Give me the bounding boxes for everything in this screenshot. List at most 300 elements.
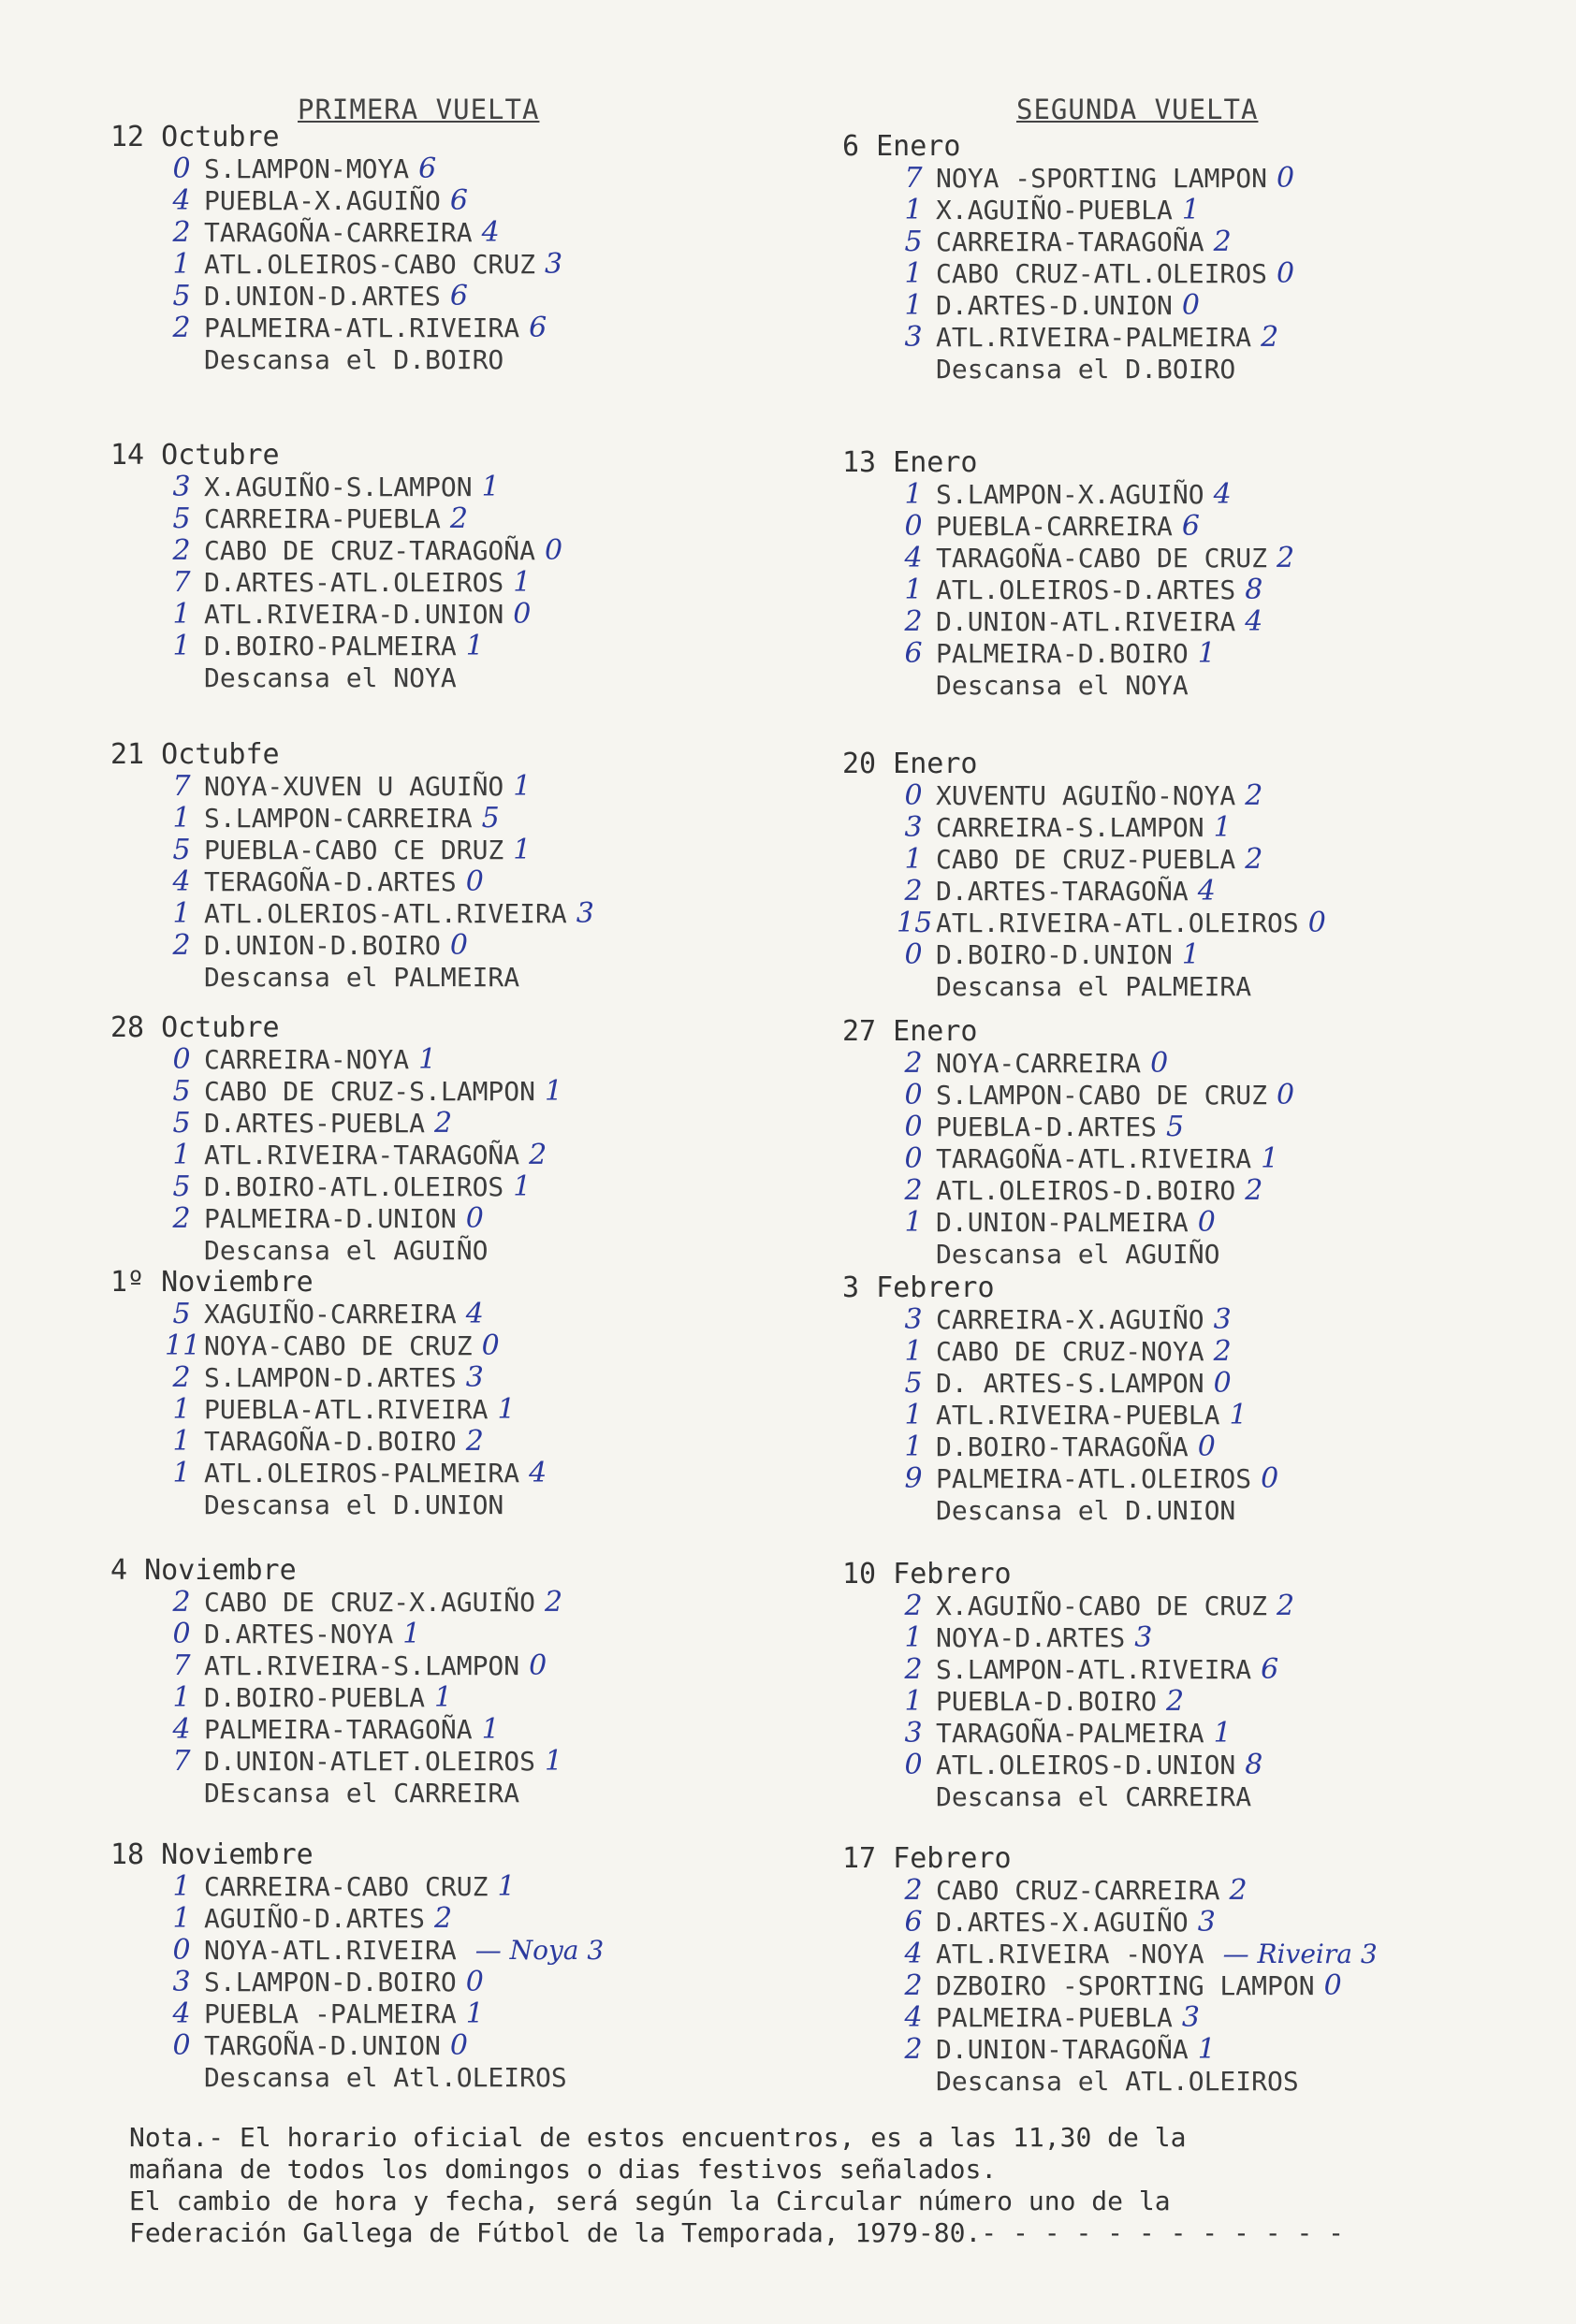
handwritten-home-score: 1 (172, 1393, 191, 1426)
match-line (204, 803, 500, 835)
handwritten-home-score: 7 (172, 566, 191, 599)
match-line (936, 1686, 1184, 1718)
match-row (110, 1203, 784, 1235)
handwritten-away-score: 0 (1181, 289, 1200, 322)
round-block (842, 447, 1516, 702)
handwritten-away-score: 0 (465, 1202, 484, 1235)
match-row (842, 574, 1516, 606)
handwritten-away-score: 2 (1277, 1590, 1295, 1622)
match-line (204, 1076, 562, 1108)
handwritten-away-score: 1 (434, 1681, 453, 1714)
handwritten-home-score: 1 (904, 1685, 923, 1718)
match-row (110, 1140, 784, 1171)
match-line (204, 249, 562, 281)
round-date: 27 Enero (842, 1015, 978, 1048)
match-teams: CABO DE CRUZ-X.AGUIÑO (204, 1587, 536, 1618)
handwritten-home-score: 3 (904, 1717, 923, 1750)
handwritten-away-score: 2 (1245, 779, 1263, 812)
match-line (936, 1750, 1262, 1781)
handwritten-away-score: 3 (1213, 1303, 1232, 1336)
match-teams: S.LAMPON-ATL.RIVEIRA (936, 1654, 1252, 1685)
handwritten-home-score: 2 (172, 929, 191, 962)
match-line (204, 1587, 562, 1619)
match-teams: NOYA-D.ARTES (936, 1622, 1126, 1653)
handwritten-away-score: 2 (434, 1107, 453, 1140)
match-line (204, 1044, 436, 1076)
match-line (936, 1590, 1294, 1622)
match-row (842, 606, 1516, 638)
match-teams: S.LAMPON-MOYA (204, 153, 410, 184)
match-line (204, 503, 468, 535)
match-teams: ATL.RIVEIRA-PUEBLA (936, 1400, 1220, 1431)
match-teams: S.LAMPON-CARREIRA (204, 803, 473, 834)
match-row (110, 1935, 784, 1967)
match-row (842, 638, 1516, 670)
note-line-4: Federación Gallega de Fútbol de la Temporada, 1979-80.- - - - - - - - - - - - (129, 2217, 1345, 2248)
bye-team: Descansa el D.BOIRO (936, 354, 1236, 385)
round-date: 3 Febrero (842, 1271, 995, 1304)
round-date: 12 Octubre (110, 121, 280, 153)
match-line (936, 638, 1216, 670)
bye-team: Descansa el AGUIÑO (936, 1239, 1220, 1270)
handwritten-away-score: 2 (1213, 225, 1232, 258)
handwritten-away-score: 2 (1245, 843, 1263, 876)
handwritten-away-score: 0 (1323, 1969, 1342, 2002)
match-teams: CABO DE CRUZ-PUEBLA (936, 844, 1236, 875)
handwritten-away-score: 4 (1197, 875, 1216, 908)
handwritten-away-score: 3 (465, 1361, 484, 1394)
match-teams: S.LAMPON-D.ARTES (204, 1362, 457, 1393)
handwritten-away-score: 1 (1197, 637, 1216, 670)
match-line (936, 844, 1262, 876)
match-line (936, 1080, 1294, 1111)
match-row (110, 217, 784, 249)
handwritten-away-score: 1 (402, 1618, 421, 1650)
round-date: 28 Octubre (110, 1011, 280, 1044)
handwritten-home-score: 0 (904, 1079, 923, 1111)
match-row (110, 1998, 784, 2030)
handwritten-away-score: 1 (1197, 2033, 1216, 2066)
match-line (204, 1394, 516, 1426)
match-line (204, 1171, 531, 1203)
match-row (110, 599, 784, 631)
match-row (842, 258, 1516, 290)
match-row (842, 1654, 1516, 1686)
match-line (936, 2002, 1200, 2034)
handwritten-home-score: 1 (172, 1457, 191, 1489)
round-date: 18 Noviembre (110, 1838, 314, 1871)
bye-team: Descansa el CARREIRA (936, 1781, 1252, 1812)
handwritten-away-score: 3 (545, 248, 563, 281)
handwritten-home-score: 2 (904, 1174, 923, 1207)
match-teams: CARREIRA-PUEBLA (204, 503, 441, 534)
handwritten-home-score: 4 (172, 865, 191, 898)
match-row (110, 1587, 784, 1619)
handwritten-home-score: 0 (904, 779, 923, 812)
handwritten-away-score: 1 (481, 1713, 500, 1746)
handwritten-away-score: 6 (449, 280, 468, 312)
match-row (842, 1970, 1516, 2002)
handwritten-away-score: 2 (434, 1902, 453, 1935)
match-row (110, 503, 784, 535)
handwritten-home-score: 1 (904, 843, 923, 876)
match-row (842, 939, 1516, 971)
match-teams: TARAGOÑA-CARREIRA (204, 217, 473, 248)
match-teams: NOYA-ATL.RIVEIRA (204, 1935, 457, 1966)
match-teams: ATL.OLEIROS-D.ARTES (936, 574, 1236, 605)
match-row (110, 1394, 784, 1426)
handwritten-home-score: 0 (904, 1111, 923, 1143)
match-line (936, 939, 1200, 971)
handwritten-home-score: 1 (172, 1425, 191, 1458)
round-block (110, 1267, 784, 1521)
handwritten-home-score: 1 (172, 802, 191, 835)
handwritten-home-score: 4 (172, 1997, 191, 2030)
handwritten-away-score: 0 (481, 1329, 500, 1362)
match-row (110, 1871, 784, 1903)
handwritten-away-score: 1 (1181, 938, 1200, 971)
match-row (842, 1686, 1516, 1718)
match-line (936, 812, 1232, 844)
handwritten-away-score: 4 (465, 1298, 484, 1330)
match-teams: ATL.OLERIOS-ATL.RIVEIRA (204, 898, 567, 929)
handwritten-home-score: 1 (904, 1335, 923, 1368)
handwritten-home-score: 1 (904, 1206, 923, 1239)
match-teams: TARAGOÑA-PALMEIRA (936, 1718, 1204, 1749)
match-line (936, 876, 1216, 908)
bye-team: Descansa el NOYA (204, 662, 457, 693)
match-row (110, 898, 784, 930)
handwritten-away-score: 0 (1197, 1431, 1216, 1463)
match-teams: S.LAMPON-X.AGUIÑO (936, 479, 1204, 510)
round-date: 1º Noviembre (110, 1266, 314, 1299)
match-row (842, 844, 1516, 876)
match-teams: CABO CRUZ-ATL.OLEIROS (936, 258, 1268, 289)
match-teams: CABO DE CRUZ-NOYA (936, 1336, 1204, 1367)
note-line-1: Nota.- El horario oficial de estos encuentros, es a las 11,30 de la (129, 2122, 1187, 2153)
handwritten-home-score: 2 (172, 1586, 191, 1619)
handwritten-away-score: 1 (513, 770, 532, 803)
round-block (110, 739, 784, 994)
handwritten-home-score: 0 (172, 1934, 191, 1967)
match-line (204, 1746, 562, 1778)
handwritten-home-score: 5 (172, 1075, 191, 1108)
handwritten-away-score: 1 (1261, 1142, 1279, 1175)
match-line (204, 217, 500, 249)
handwritten-away-score: 1 (497, 1393, 516, 1426)
round-block (842, 1843, 1516, 2098)
handwritten-away-score: 1 (545, 1745, 563, 1778)
match-line (204, 185, 468, 217)
handwritten-home-score: 4 (172, 1713, 191, 1746)
round-date: 4 Noviembre (110, 1554, 297, 1587)
match-row (110, 1076, 784, 1108)
match-line (204, 866, 484, 898)
match-row (842, 226, 1516, 258)
match-line (936, 1939, 1378, 1970)
match-teams: ATL.RIVEIRA-TARAGOÑA (204, 1140, 520, 1170)
match-row (110, 1171, 784, 1203)
handwritten-home-score: 1 (904, 289, 923, 322)
match-line (204, 599, 531, 631)
handwritten-home-score: 0 (904, 1749, 923, 1781)
match-row (842, 1939, 1516, 1970)
match-teams: TARAGOÑA-ATL.RIVEIRA (936, 1143, 1252, 1174)
bye-team: Descansa el ATL.OLEIROS (936, 2066, 1299, 2097)
match-line (936, 1175, 1262, 1207)
match-teams: CABO CRUZ-CARREIRA (936, 1875, 1220, 1906)
handwritten-home-score: 7 (172, 1745, 191, 1778)
handwritten-away-score: 0 (1307, 907, 1326, 939)
match-row (842, 1400, 1516, 1431)
match-line (204, 1203, 484, 1235)
match-row (842, 1718, 1516, 1750)
handwritten-away-score: 6 (529, 312, 547, 344)
note-line-3: El cambio de hora y fecha, será según la Circular número uno de la (129, 2186, 1171, 2216)
match-line (936, 1654, 1278, 1686)
handwritten-away-score: 0 (1213, 1367, 1232, 1400)
handwritten-away-score: 1 (513, 1170, 532, 1203)
match-line (204, 1871, 516, 1903)
bye-team: DEscansa el CARREIRA (204, 1778, 520, 1808)
handwritten-home-score: 2 (172, 534, 191, 567)
match-line (936, 1431, 1216, 1463)
handwritten-home-score: 0 (904, 510, 923, 543)
match-teams: CABO DE CRUZ-S.LAMPON (204, 1076, 536, 1107)
match-row (110, 1426, 784, 1458)
handwritten-away-score: 0 (465, 1966, 484, 1998)
handwritten-away-score: 0 (1277, 257, 1295, 290)
match-row (842, 1207, 1516, 1239)
match-line (204, 2030, 468, 2062)
handwritten-away-score: 4 (1213, 478, 1232, 511)
match-line (936, 226, 1232, 258)
match-row (110, 153, 784, 185)
handwritten-home-score: 1 (172, 897, 191, 930)
bye-team: Descansa el D.BOIRO (204, 344, 504, 375)
match-row (842, 479, 1516, 511)
handwritten-home-score: 4 (172, 184, 191, 217)
match-row (842, 1875, 1516, 1907)
handwritten-away-score: 1 (1229, 1399, 1248, 1431)
match-row (110, 1903, 784, 1935)
match-line (204, 535, 562, 567)
match-line (204, 1903, 452, 1935)
match-line (204, 1330, 500, 1362)
handwritten-home-score: 2 (904, 1590, 923, 1622)
handwritten-away-score: 0 (1261, 1462, 1279, 1495)
match-line (204, 1935, 604, 1967)
handwritten-home-score: 11 (165, 1329, 201, 1362)
match-teams: D.BOIRO-D.UNION (936, 939, 1173, 970)
match-teams: D.ARTES-TARAGOÑA (936, 876, 1189, 907)
match-row (842, 2002, 1516, 2034)
handwritten-home-score: 5 (172, 502, 191, 535)
handwritten-away-score: 0 (449, 2029, 468, 2062)
handwritten-home-score: 0 (172, 153, 191, 185)
match-teams: TARAGOÑA-CABO DE CRUZ (936, 543, 1268, 574)
match-row (110, 1746, 784, 1778)
match-row (110, 1967, 784, 1998)
handwritten-away-score: 0 (1197, 1206, 1216, 1239)
match-line (936, 1718, 1232, 1750)
handwritten-away-score: 0 (449, 929, 468, 962)
handwritten-away-score: 6 (1261, 1653, 1279, 1686)
match-teams: D.ARTES-X.AGUIÑO (936, 1907, 1189, 1938)
handwritten-away-score: 1 (1181, 194, 1200, 226)
match-teams: ATL.RIVEIRA-D.UNION (204, 599, 504, 630)
match-row (842, 876, 1516, 908)
match-line (204, 1682, 452, 1714)
match-teams: D.ARTES-ATL.OLEIROS (204, 567, 504, 598)
match-teams: D.UNION-D.ARTES (204, 281, 441, 312)
match-row (842, 511, 1516, 543)
round-block (842, 131, 1516, 385)
match-line (936, 606, 1262, 638)
bye-team: Descansa el D.UNION (204, 1489, 504, 1520)
match-teams: CARREIRA-TARAGOÑA (936, 226, 1204, 257)
handwritten-away-score: 3 (576, 897, 594, 930)
round-date: 14 Octubre (110, 439, 280, 472)
match-line (936, 543, 1294, 574)
handwritten-away-score: 2 (465, 1425, 484, 1458)
handwritten-home-score: 5 (172, 1298, 191, 1330)
match-teams: ATL.OLEIROS-D.BOIRO (936, 1175, 1236, 1206)
match-teams: CABO DE CRUZ-TARAGOÑA (204, 535, 536, 566)
match-line (936, 1368, 1232, 1400)
match-line (204, 1650, 547, 1682)
bye-team: Descansa el PALMEIRA (204, 962, 520, 993)
match-teams: D.BOIRO-ATL.OLEIROS (204, 1171, 504, 1202)
match-teams: ATL.OLEIROS-PALMEIRA (204, 1458, 520, 1489)
match-teams: D.UNION-ATL.RIVEIRA (936, 606, 1236, 637)
match-row (842, 812, 1516, 844)
handwritten-away-score: 5 (481, 802, 500, 835)
handwritten-home-score: 2 (904, 605, 923, 638)
match-teams: D.UNION-PALMEIRA (936, 1207, 1189, 1238)
match-line (936, 1622, 1152, 1654)
match-teams: XAGUIÑO-CARREIRA (204, 1299, 457, 1329)
handwritten-home-score: 5 (172, 280, 191, 312)
match-teams: D.UNION-D.BOIRO (204, 930, 441, 961)
match-row (110, 631, 784, 662)
handwritten-away-score: 4 (481, 216, 500, 249)
handwritten-away-score: 1 (465, 1997, 484, 2030)
handwritten-home-score: 1 (172, 1870, 191, 1903)
handwritten-home-score: 4 (904, 542, 923, 574)
round-block (842, 1272, 1516, 1527)
bye-team: Descansa el NOYA (936, 670, 1189, 701)
handwritten-away-score: 1 (418, 1043, 437, 1076)
match-line (936, 1111, 1184, 1143)
match-teams: PUEBLA-X.AGUIÑO (204, 185, 441, 216)
handwritten-home-score: 2 (904, 875, 923, 908)
handwritten-home-score: 6 (904, 637, 923, 670)
match-line (936, 479, 1232, 511)
match-row (110, 803, 784, 835)
match-row (842, 2034, 1516, 2066)
handwritten-home-score: 2 (172, 312, 191, 344)
handwritten-home-score: 2 (904, 1874, 923, 1907)
match-row (842, 1431, 1516, 1463)
match-row (842, 543, 1516, 574)
handwritten-home-score: 5 (172, 834, 191, 866)
round-date: 17 Febrero (842, 1842, 1012, 1875)
handwritten-away-score: 1 (465, 630, 484, 662)
round-block (842, 1559, 1516, 1813)
match-teams: D.UNION-TARAGOÑA (936, 2034, 1189, 2065)
match-teams: AGUIÑO-D.ARTES (204, 1903, 426, 1934)
match-row (110, 1330, 784, 1362)
handwritten-home-score: 1 (172, 630, 191, 662)
match-line (204, 1299, 484, 1330)
match-line (936, 163, 1294, 195)
match-teams: ATL.OLEIROS-D.UNION (936, 1750, 1236, 1780)
match-row (842, 1622, 1516, 1654)
handwritten-home-score: 9 (904, 1462, 923, 1495)
match-teams: X.AGUIÑO-CABO DE CRUZ (936, 1590, 1268, 1621)
match-line (204, 312, 547, 344)
handwritten-home-score: 1 (904, 1621, 923, 1654)
match-row (842, 195, 1516, 226)
handwritten-home-score: 1 (172, 1139, 191, 1171)
handwritten-home-score: 1 (172, 598, 191, 631)
match-line (204, 153, 436, 185)
handwritten-away-score: — Riveira 3 (1222, 1939, 1378, 1969)
match-teams: PALMEIRA-ATL.OLEIROS (936, 1463, 1252, 1494)
match-teams: CARREIRA-NOYA (204, 1044, 410, 1075)
match-row (110, 281, 784, 312)
handwritten-home-score: 0 (172, 2029, 191, 2062)
handwritten-home-score: 1 (172, 1681, 191, 1714)
match-line (936, 511, 1200, 543)
handwritten-away-score: 1 (497, 1870, 516, 1903)
handwritten-away-score: 1 (1213, 811, 1232, 844)
match-line (936, 1048, 1168, 1080)
match-line (204, 1108, 452, 1140)
round-block (110, 1012, 784, 1267)
match-line (204, 281, 468, 312)
round-block (110, 122, 784, 376)
handwritten-home-score: 5 (904, 225, 923, 258)
match-row (110, 567, 784, 599)
match-teams: NOYA-CARREIRA (936, 1048, 1142, 1079)
match-row (110, 1682, 784, 1714)
match-row (842, 163, 1516, 195)
match-teams: ATL.RIVEIRA -NOYA (936, 1939, 1204, 1969)
match-row (110, 472, 784, 503)
handwritten-home-score: 2 (904, 1969, 923, 2002)
match-teams: CARREIRA-CABO CRUZ (204, 1871, 489, 1902)
match-line (936, 1336, 1232, 1368)
match-row (110, 249, 784, 281)
match-row (842, 1463, 1516, 1495)
handwritten-away-score: 1 (481, 471, 500, 503)
heading-segunda-vuelta: SEGUNDA VUELTA (1016, 94, 1259, 125)
bye-team: Descansa el D.UNION (936, 1495, 1236, 1526)
match-teams: TARAGOÑA-D.BOIRO (204, 1426, 457, 1457)
match-row (842, 1750, 1516, 1781)
round-date: 6 Enero (842, 130, 961, 163)
match-row (110, 2030, 784, 2062)
match-line (936, 908, 1326, 939)
handwritten-home-score: 0 (172, 1043, 191, 1076)
handwritten-away-score: 6 (418, 153, 437, 185)
match-row (110, 835, 784, 866)
match-row (842, 1907, 1516, 1939)
handwritten-away-score: 6 (449, 184, 468, 217)
match-row (842, 1304, 1516, 1336)
